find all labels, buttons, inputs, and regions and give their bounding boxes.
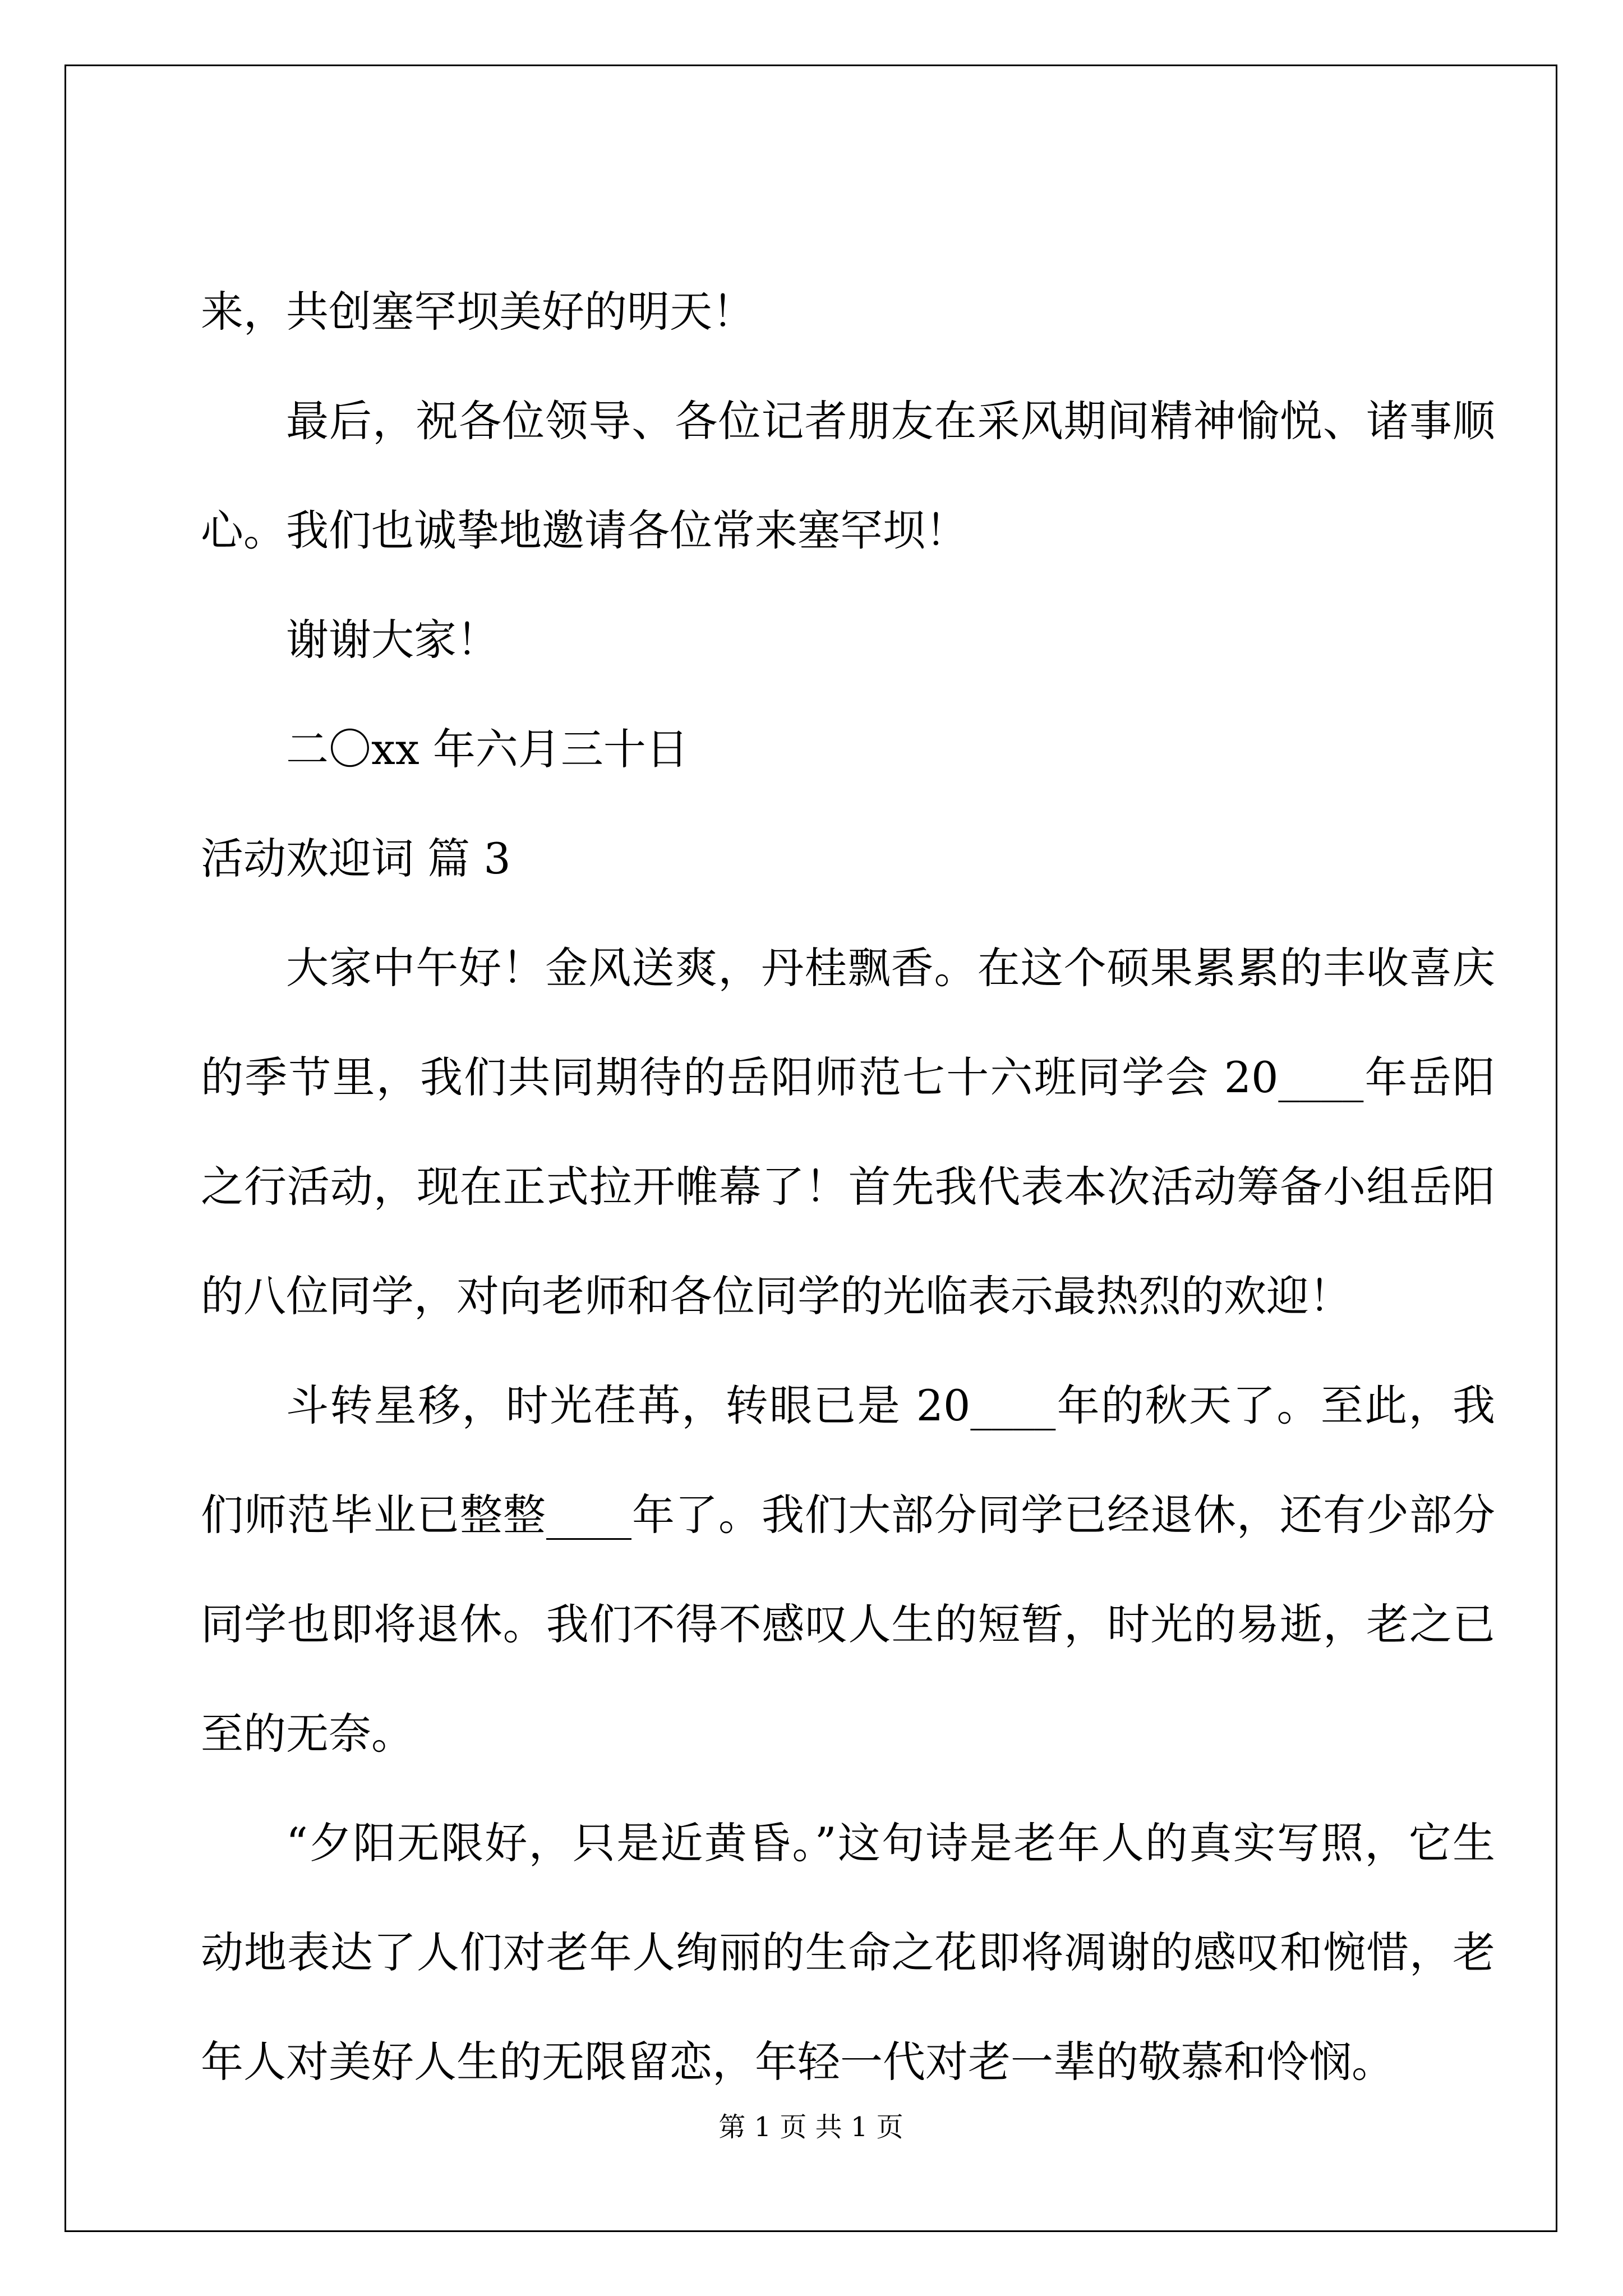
paragraph: 斗转星移，时光荏苒，转眼已是 20____年的秋天了。至此，我们师范毕业已整整____年了。我们大部分同学已经退休，还有少部分同学也即将退休。我们不得不感叹人生的短暂，时光的易逝，老之已至的无奈。 (201, 1381, 1495, 1759)
section-title: 活动欢迎词 篇 3 (201, 834, 511, 884)
document-content (201, 257, 1495, 2116)
paragraph: “夕阳无限好，只是近黄昏。”这句诗是老年人的真实写照，它生动地表达了人们对老年人绚丽的生命之花即将凋谢的感叹和惋惜，老年人对美好人生的无限留恋，年轻一代对老一辈的敬慕和怜悯。 (201, 1818, 1495, 2087)
paragraph: 谢谢大家！ (286, 615, 499, 665)
paragraph: 二〇xx 年六月三十日 (286, 724, 689, 774)
paragraph: 最后，祝各位领导、各位记者朋友在采风期间精神愉悦、诸事顺心。我们也诚挚地邀请各位常来塞罕坝！ (201, 396, 1495, 555)
page-footer: 第 1 页 共 1 页 (718, 2111, 903, 2143)
page-border (64, 65, 1557, 2232)
paragraph: 大家中午好！金风送爽，丹桂飘香。在这个硕果累累的丰收喜庆的季节里，我们共同期待的岳阳师范七十六班同学会 20____年岳阳之行活动，现在正式拉开帷幕了！首先我代表本次活动筹备小组岳阳的八位同学，对向老师和各位同学的光临表示最热烈的欢迎！ (201, 943, 1495, 1321)
paragraph: 来，共创塞罕坝美好的明天！ (201, 287, 755, 337)
